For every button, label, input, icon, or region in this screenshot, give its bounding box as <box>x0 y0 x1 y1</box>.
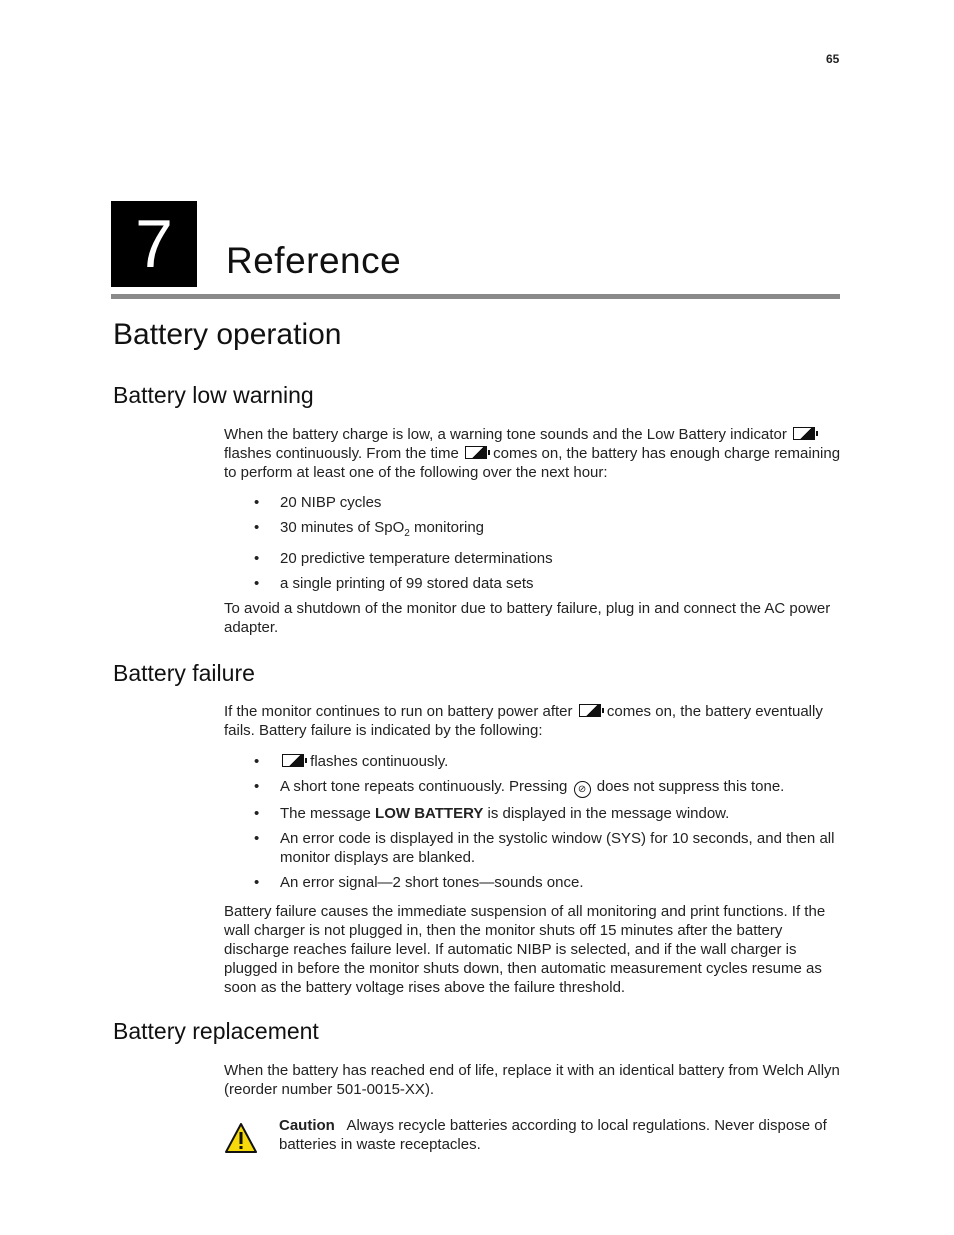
replacement-text: When the battery has reached end of life, replace it with an identical battery from Welch Allyn (reorder number 501-0015-XX). <box>224 1062 840 1098</box>
warning-triangle-icon <box>224 1122 258 1154</box>
list-item: • 20 NIBP cycles <box>224 493 844 512</box>
section-title: Battery operation <box>113 318 342 351</box>
failure-heading: Battery failure <box>113 660 255 686</box>
alarm-silence-icon: ⊘ <box>574 781 591 798</box>
chapter-number: 7 <box>111 201 197 287</box>
low-battery-icon <box>282 754 304 767</box>
caution-label: Caution <box>279 1117 335 1134</box>
failure-intro: If the monitor continues to run on battery power after comes on, the battery eventually fails. Battery failure is indicated by the following: <box>224 703 823 739</box>
chapter-divider <box>111 294 840 299</box>
list-item: • The message LOW BATTERY is displayed in the message window. <box>224 804 844 823</box>
low-warning-heading: Battery low warning <box>113 382 314 408</box>
low-battery-icon <box>465 446 487 459</box>
chapter-title: Reference <box>226 240 402 281</box>
low-warning-advice: To avoid a shutdown of the monitor due to battery failure, plug in and connect the AC power adapter. <box>224 600 831 636</box>
failure-details: Battery failure causes the immediate suspension of all monitoring and print functions. If the wall charger is not plugged in, then the monitor shuts off 15 minutes after the battery discharge reaches failure level. If automatic NIBP is selected, and if the wall charger is plugged in before the monitor shuts down, then automatic measurement cycles resume as soon as the battery voltage rises above the failure threshold. <box>224 903 826 996</box>
list-item: • a single printing of 99 stored data sets <box>224 574 844 593</box>
low-battery-icon <box>793 427 815 440</box>
list-item: • 30 minutes of SpO$_2$ monitoring <box>224 518 844 543</box>
list-item: • flashes continuously. <box>224 752 844 771</box>
failure-list <box>224 752 844 898</box>
list-item: • An error signal—2 short tones—sounds once. <box>224 873 844 892</box>
low-battery-icon <box>579 704 601 717</box>
replacement-heading: Battery replacement <box>113 1018 319 1044</box>
list-item: • A short tone repeats continuously. Pressing ⊘ does not suppress this tone. <box>224 777 844 798</box>
caution-note: Caution Always recycle batteries according to local regulations. Never dispose of batteries in waste receptacles. <box>279 1117 827 1153</box>
low-warning-list <box>224 493 844 599</box>
page-number: 65 <box>826 52 840 66</box>
list-item: • An error code is displayed in the systolic window (SYS) for 10 seconds, and then all monitor displays are blanked. <box>224 829 844 867</box>
low-warning-intro: When the battery charge is low, a warning tone sounds and the Low Battery indicator flashes continuously. From the time comes on, the battery has enough charge remaining to perform at least one of the following over the next hour: <box>224 426 841 481</box>
list-item: • 20 predictive temperature determinations <box>224 549 844 568</box>
